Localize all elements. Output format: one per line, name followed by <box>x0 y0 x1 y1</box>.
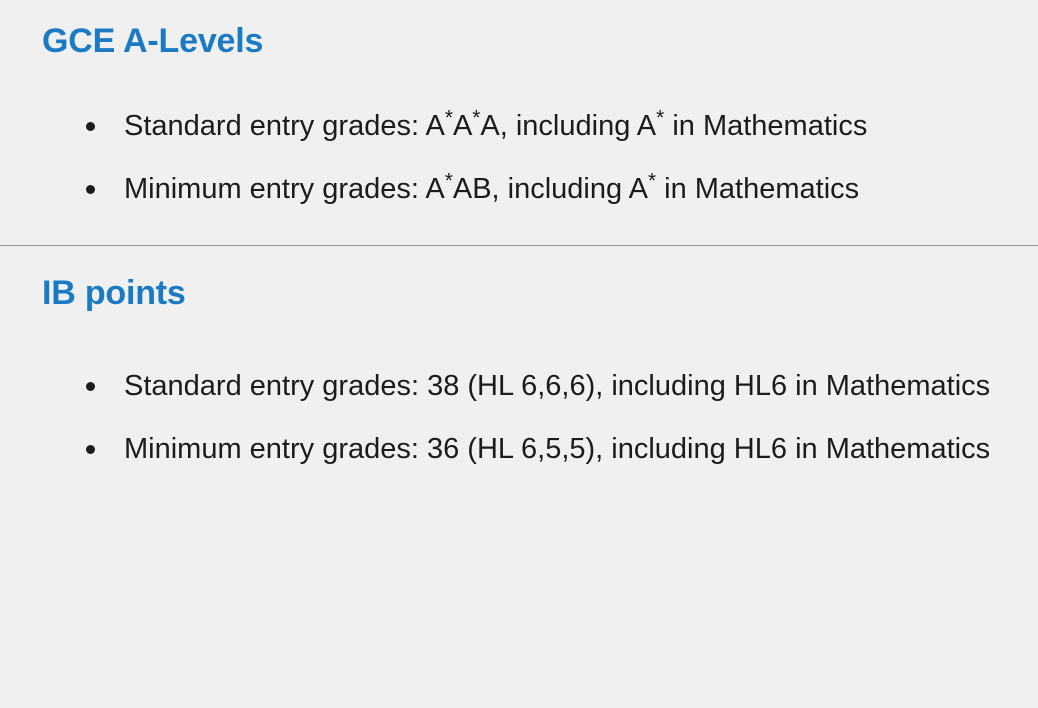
section-gce-a-levels <box>0 0 1038 245</box>
list-item <box>0 101 1024 152</box>
list-item <box>0 361 1024 412</box>
bullet-dot-icon <box>86 122 95 131</box>
list-item-text: Minimum entry grades: A*AB, including A* in Mathematics <box>124 169 860 205</box>
list-item-text: Standard entry grades: 38 (HL 6,6,6), including HL6 in Mathematics <box>124 370 991 402</box>
section-heading: IB points <box>42 274 186 312</box>
list-item <box>0 424 1024 475</box>
list-item-text: Minimum entry grades: 36 (HL 6,5,5), including HL6 in Mathematics <box>124 433 991 465</box>
section-heading: GCE A-Levels <box>42 22 264 60</box>
bullet-dot-icon <box>86 445 95 454</box>
bullet-dot-icon <box>86 382 95 391</box>
requirements-list <box>0 101 1038 215</box>
requirements-list <box>0 361 1038 475</box>
list-item-text: Standard entry grades: A*A*A, including A* in Mathematics <box>124 106 868 142</box>
list-item <box>0 164 1024 215</box>
section-ib-points <box>0 246 1038 475</box>
bullet-dot-icon <box>86 185 95 194</box>
